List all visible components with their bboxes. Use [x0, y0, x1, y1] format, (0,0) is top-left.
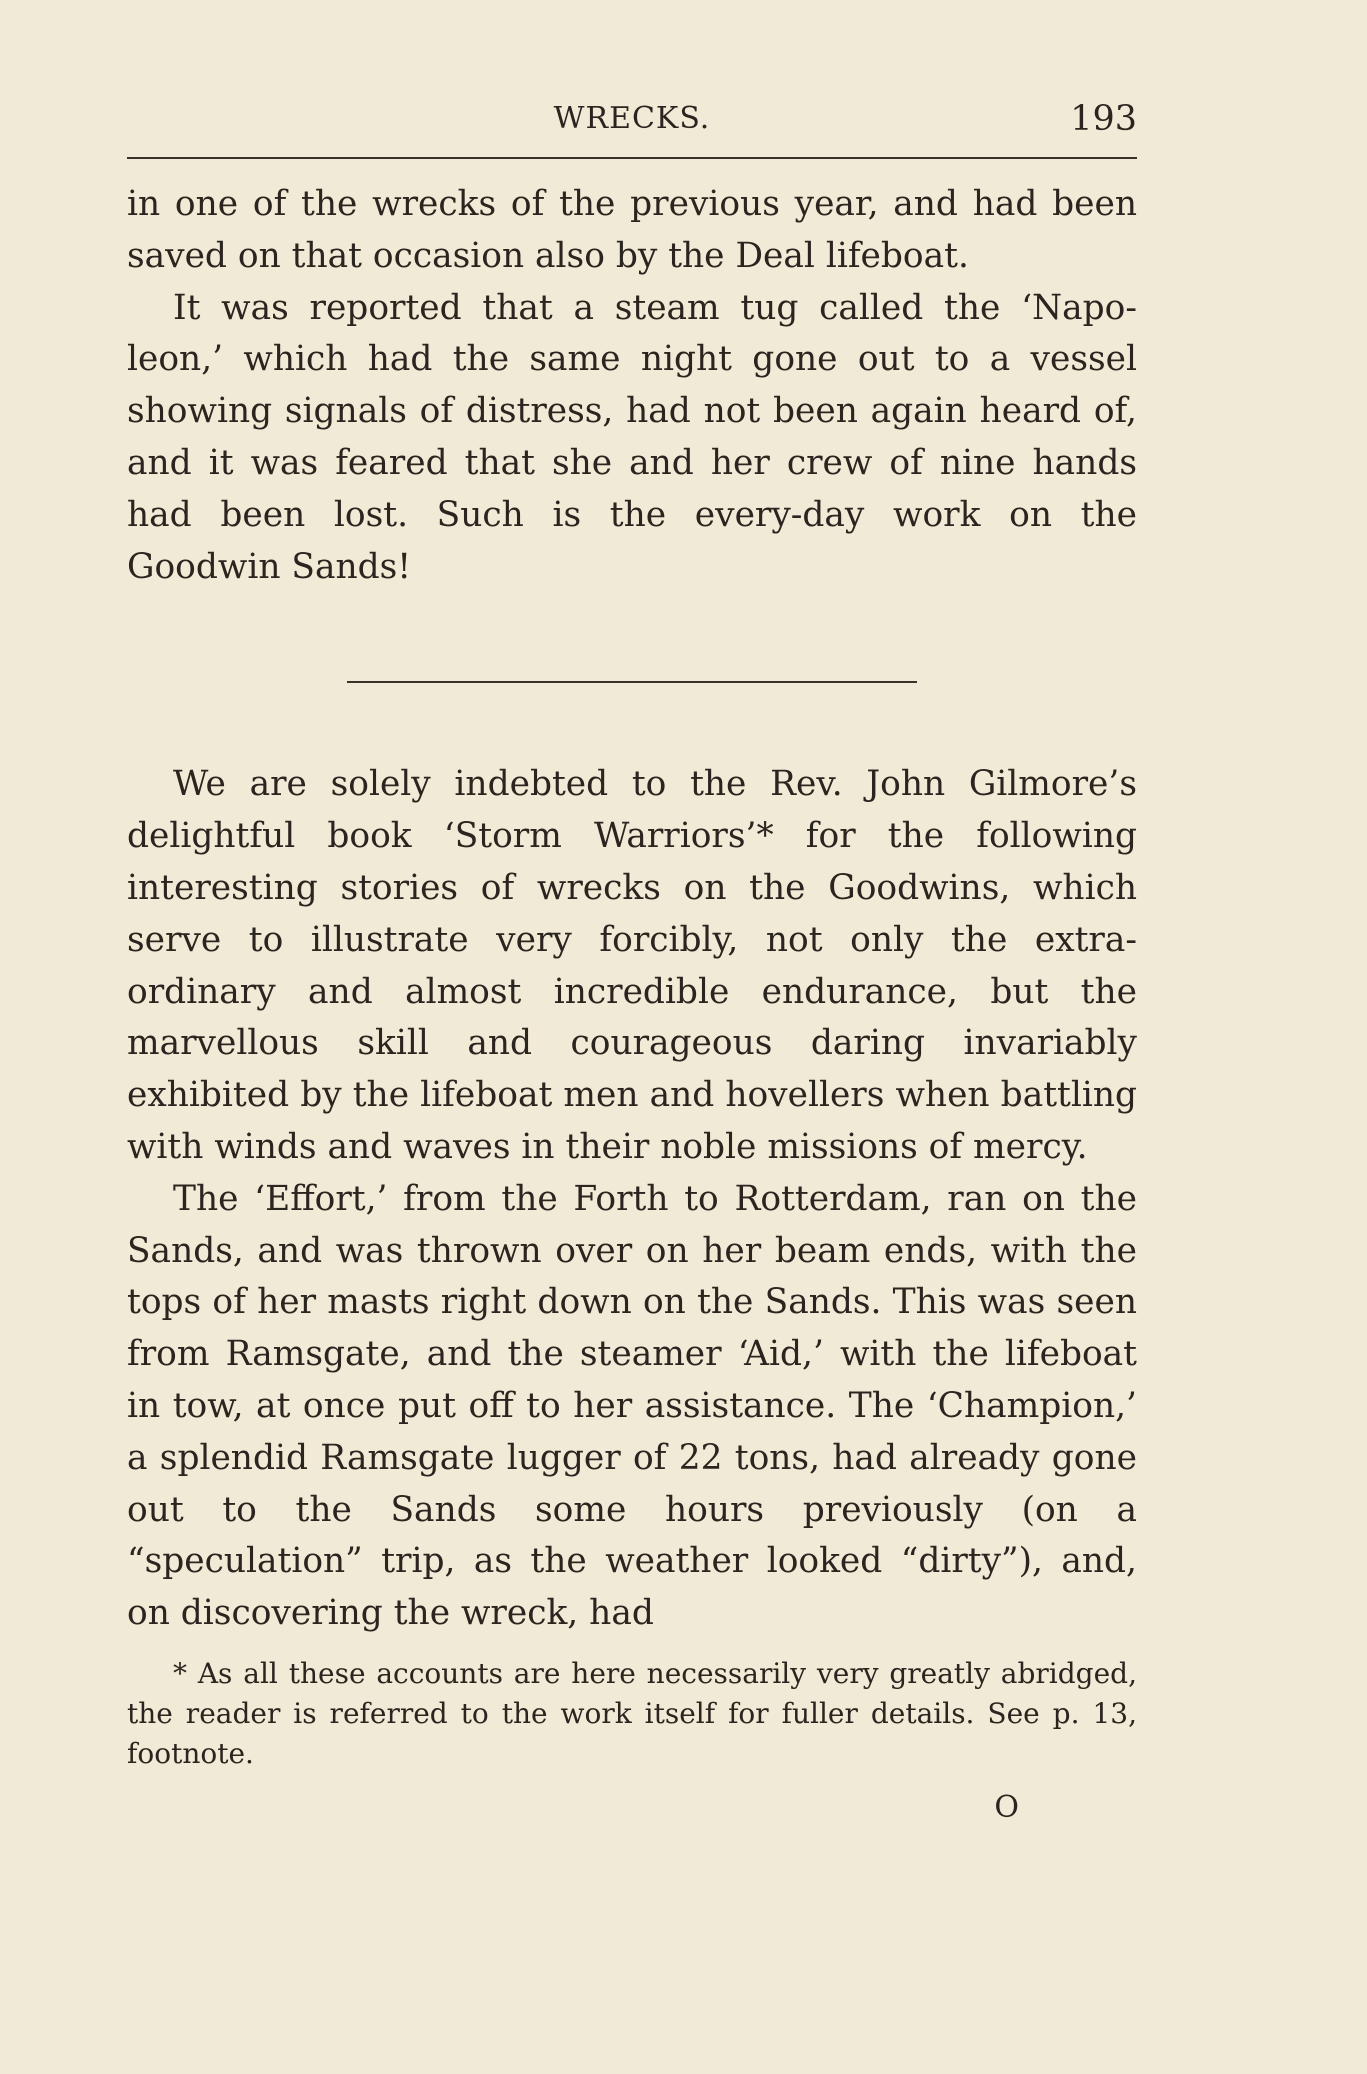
book-page [127, 95, 1137, 1825]
paragraph-continued: in one of the wrecks of the previous year, and had been saved on that occasion also by the Deal lifeboat. [127, 184, 1137, 276]
header-rule [127, 157, 1137, 159]
section-divider [347, 681, 917, 683]
page-header [127, 95, 1137, 147]
footnote: * As all these accounts are here necessarily very greatly abridged, the reader is referred to the work itself for fuller details. See p. 13, footnote. [127, 1656, 1137, 1770]
paragraph-storm-warriors: We are solely indebted to the Rev. John Gilmore’s delightful book ‘Storm Warriors’* for the following interesting stories of wrecks on the Goodwins, which serve to illustrate very forcibly, not only the extra- ordinary and almost incredible endurance, but the marvellous skill and courageous daring invariably exhibited by the lifeboat men and hovellers when battling with winds and waves in their noble missions of mercy. [127, 764, 1137, 1167]
paragraph-napoleon: It was reported that a steam tug called the ‘Napo- leon,’ which had the same night gone out to a vessel showing signals of distress, had not been again heard of, and it was feared that she and her crew of nine hands had been lost. Such is the every-day work on the Goodwin Sands! [127, 287, 1137, 587]
page-number: 193 [1070, 99, 1137, 139]
signature-mark: O [994, 1789, 1019, 1825]
paragraph-effort: The ‘Effort,’ from the Forth to Rotterdam, ran on the Sands, and was thrown over on her beam ends, with the tops of her masts right down on the Sands. This was seen from Ramsgate, and the steamer ‘Aid,’ with the lifeboat in tow, at once put off to her assistance. The ‘Champion,’ a splendid Ramsgate lugger of 22 tons, had already gone out to the Sands some hours previously (on a “speculation” trip, as the weather looked “dirty”), and, on discovering the wreck, had [127, 1178, 1137, 1634]
body-text [127, 179, 1137, 1640]
running-head: WRECKS. [553, 101, 711, 136]
